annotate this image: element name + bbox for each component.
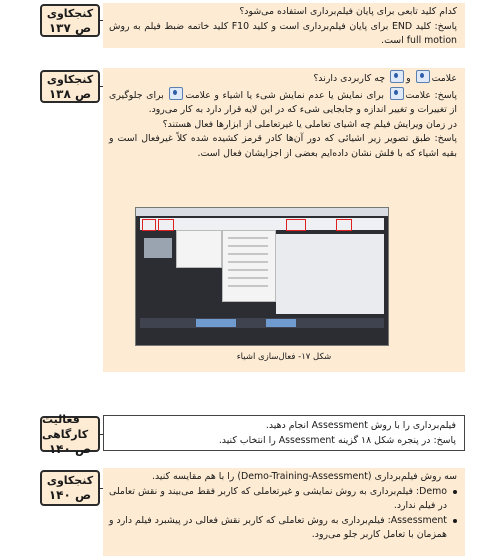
f10-key: F10 (231, 20, 250, 32)
figure-screenshot (135, 207, 389, 346)
assessment-term: Assessment (278, 434, 335, 446)
slide-canvas (276, 234, 384, 314)
lock-icon (390, 70, 404, 83)
section-tag-140 (40, 470, 100, 506)
tag-label: کنجکاوی (46, 72, 94, 86)
intro-text: سه روش فیلم‌برداری (Demo-Training-Assessment) را با هم مقایسه کنید. (151, 471, 457, 482)
tag-label: کنجکاوی (46, 474, 94, 487)
question-1: علامت و چه کاربردی دارند؟ (109, 70, 457, 87)
dropdown-menu (222, 230, 276, 302)
timeline-clip (196, 319, 236, 327)
timeline (140, 318, 384, 328)
methods-list: (Demo-Training-Assessment) (237, 471, 372, 482)
red-box (286, 219, 306, 231)
figure-caption: شکل ۱۷- فعال‌سازی اشیاء (236, 352, 332, 362)
end-key: END (391, 20, 413, 32)
answer-text: پاسخ: کلید END برای پایان فیلم‌برداری است و کلید F10 کلید خاتمه ضبط فیلم به روش full motion است. (109, 20, 458, 47)
section-tag-137 (40, 4, 100, 37)
timeline-clip (266, 319, 296, 327)
section-tag-140-workshop (40, 412, 100, 456)
full-motion-term: full motion (406, 35, 457, 47)
section-140-workshop-panel (103, 415, 465, 451)
tag-page: ص ۱۴۰ (48, 488, 92, 502)
question-text: کدام کلید تابعی برای پایان فیلم‌برداری استفاده می‌شود؟ (239, 6, 457, 17)
section-140-panel (103, 468, 465, 556)
tag-page: ص ۱۳۷ (48, 20, 92, 35)
tag-label: فعالیت کارگاهی (42, 412, 89, 441)
answer-text: پاسخ: در پنجره شکل ۱۸ گزینه Assessment را انتخاب کنید. (218, 434, 456, 446)
tag-page: ص ۱۳۸ (48, 86, 92, 101)
red-box (158, 219, 174, 231)
tag-page: ص ۱۴۰ (48, 441, 92, 456)
assessment-term: Assessment (311, 420, 368, 431)
tag-label: کنجکاوی (46, 6, 94, 20)
bullet-assessment: Assessment: فیلم‌برداری به روش تعاملی که کاربر نقش فعالی در پیشبرد فیلم دارد و همزمان با تعامل کاربر جلو می‌رود. (109, 514, 457, 543)
lock-icon (169, 87, 183, 100)
answer-1: پاسخ: علامت برای نمایش یا عدم نمایش شیء یا اشیاء و علامت برای جلوگیری از تغییرات و تغییر اندازه و جابجایی شیء که در این لایه قرار دارد به کار می‌رود. (109, 87, 457, 118)
slide-thumbnail (144, 238, 172, 258)
section-137-panel (103, 3, 465, 48)
demo-term: Demo (419, 485, 447, 497)
dropdown-menu (176, 230, 222, 268)
red-box (142, 219, 156, 231)
eye-icon (390, 87, 404, 100)
window-titlebar (136, 208, 388, 216)
task-text: فیلم‌برداری را با روش Assessment انجام دهید. (265, 420, 456, 431)
assessment-term: Assessment (390, 514, 447, 526)
section-tag-138 (40, 70, 100, 103)
question-2: در زمان ویرایش فیلم چه اشیای تعاملی یا غیرتعاملی از ابزارها فعال هستند؟ (162, 118, 457, 130)
bullet-demo: Demo: فیلم‌برداری به روش نمایشی و غیرتعاملی که کاربر فقط می‌بیند و نقش تعاملی در فیلم ندارد. (109, 485, 457, 514)
eye-icon (416, 70, 430, 83)
answer-2: پاسخ: طبق تصویر زیر اشیائی که دور آن‌ها کادر قرمز کشیده شده کلاً غیرفعال است و بقیه اشیاء که با فلش نشان داده‌ایم بعضی از اجزایشان فعال است. (109, 133, 457, 159)
red-box (336, 219, 352, 231)
